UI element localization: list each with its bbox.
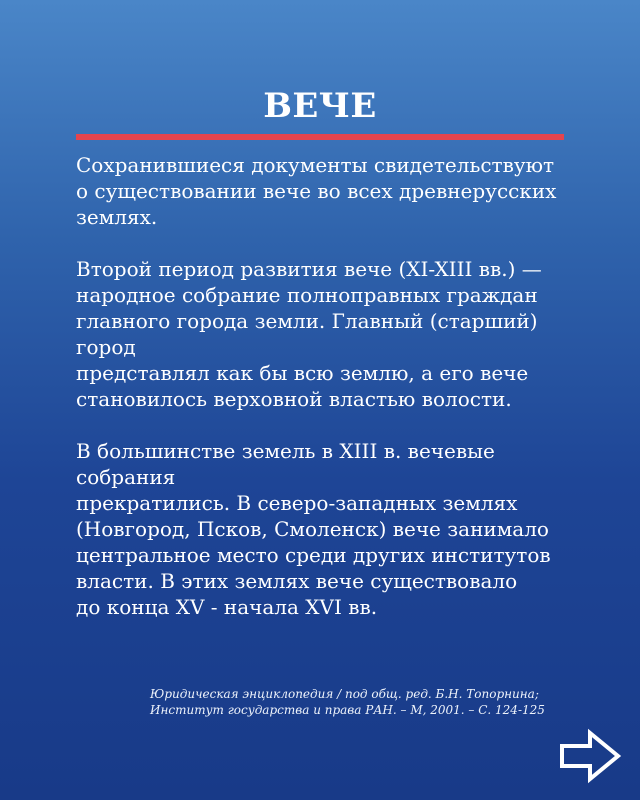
paragraph-1-line-2: о существовании вече во всех древнерусских — [76, 179, 557, 203]
paragraph-3 — [76, 438, 596, 620]
paragraph-1 — [76, 152, 596, 230]
source-citation — [150, 686, 610, 718]
paragraph-2-line-3: главного города земли. Главный (старший) город — [76, 309, 538, 359]
paragraph-2-line-4: представлял как бы всю землю, а его вече — [76, 361, 529, 385]
paragraph-3-line-1: В большинстве земель в XIII в. вечевые собрания — [76, 439, 495, 489]
next-arrow-icon[interactable] — [558, 728, 624, 784]
slide-title: ВЕЧЕ — [263, 86, 377, 126]
source-line-2: Институт государства и права РАН. – М, 2001. – С. 124-125 — [150, 703, 545, 717]
paragraph-2-line-5: становилось верховной властью волости. — [76, 387, 512, 411]
body-text — [76, 152, 596, 646]
paragraph-2 — [76, 256, 596, 412]
source-line-1: Юридическая энциклопедия / под общ. ред. Б.Н. Топорнина; — [150, 687, 539, 701]
paragraph-3-line-6: до конца XV - начала XVI вв. — [76, 595, 378, 619]
title-divider — [76, 134, 564, 140]
paragraph-1-line-3: землях. — [76, 205, 158, 229]
paragraph-2-line-1: Второй период развития вече (XI-XIII вв.) — — [76, 257, 542, 281]
paragraph-3-line-3: (Новгород, Псков, Смоленск) вече занимало — [76, 517, 549, 541]
paragraph-3-line-5: власти. В этих землях вече существовало — [76, 569, 518, 593]
paragraph-2-line-2: народное собрание полноправных граждан — [76, 283, 538, 307]
paragraph-3-line-4: центральное место среди других институтов — [76, 543, 551, 567]
paragraph-1-line-1: Сохранившиеся документы свидетельствуют — [76, 153, 555, 177]
paragraph-3-line-2: прекратились. В северо-западных землях — [76, 491, 518, 515]
